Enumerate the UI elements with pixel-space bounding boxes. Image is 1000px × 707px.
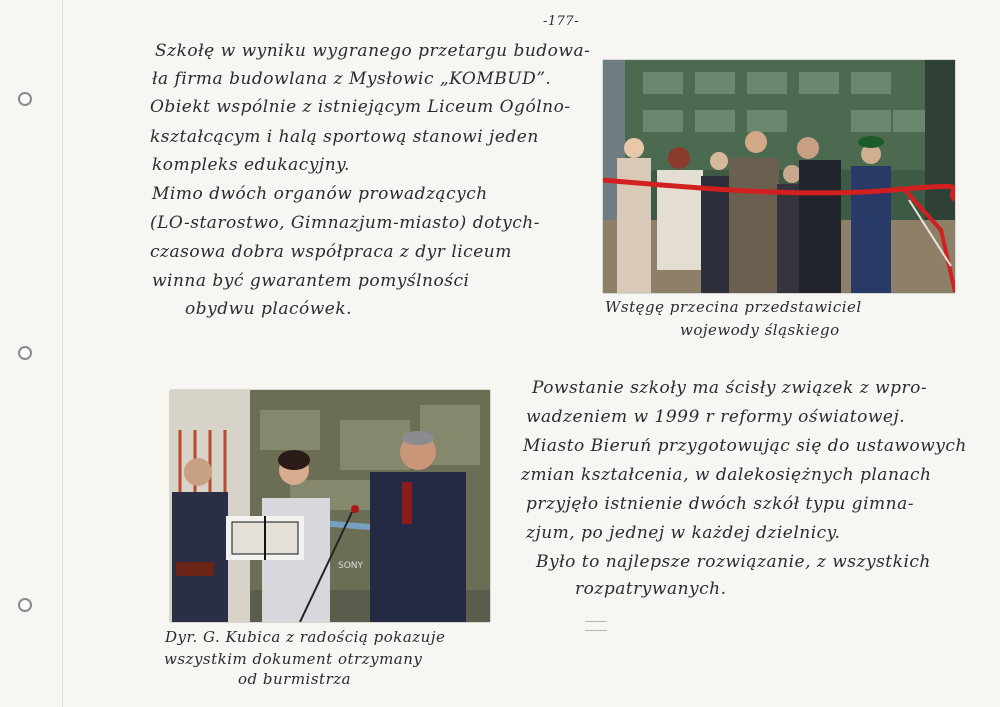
text-line: kształcącym i halą sportową stanowi jeden [150, 127, 539, 147]
caption-document-line: wszystkim dokument otrzymany [164, 650, 423, 668]
page-number: -177- [543, 14, 580, 29]
text-line: obydwu placówek. [185, 299, 353, 319]
caption-ribbon-line: Wstęgę przecina przedstawiciel [605, 298, 862, 316]
caption-document-line: od burmistrza [238, 670, 352, 688]
text-line: wadzeniem w 1999 r reformy oświatowej. [526, 407, 906, 427]
binder-hole [18, 346, 32, 360]
text-line: Mimo dwóch organów prowadzących [152, 184, 488, 204]
caption-document-line: Dyr. G. Kubica z radością pokazuje [165, 628, 446, 646]
text-line: winna być gwarantem pomyślności [152, 271, 470, 291]
text-line: Powstanie szkoły ma ścisły związek z wpro- [532, 378, 928, 398]
text-line: przyjęło istnienie dwóch szkół typu gimna- [526, 494, 914, 514]
text-line: czasowa dobra współpraca z dyr liceum [150, 242, 512, 262]
binder-hole [18, 92, 32, 106]
photo-document-presentation [170, 390, 490, 622]
faint-mark [585, 621, 607, 631]
text-line: Miasto Bieruń przygotowując się do ustawowych [523, 436, 967, 456]
text-line: Było to najlepsze rozwiązanie, z wszystkich [536, 552, 931, 572]
text-line: Szkołę w wyniku wygranego przetargu budowa- [155, 41, 591, 61]
text-line: zmian kształcenia, w dalekosiężnych planach [521, 465, 932, 485]
text-line: ła firma budowlana z Mysłowic „KOMBUD”. [152, 69, 552, 89]
text-line: Obiekt wspólnie z istniejącym Liceum Ogólno- [150, 97, 571, 117]
text-line: (LO-starostwo, Gimnazjum-miasto) dotych- [150, 213, 540, 233]
margin-line [62, 0, 63, 707]
text-line: kompleks edukacyjny. [152, 155, 350, 175]
binder-hole [18, 598, 32, 612]
text-line: rozpatrywanych. [575, 579, 727, 599]
sony-sign: SONY [338, 561, 364, 571]
photo-ribbon-cutting [603, 60, 955, 293]
caption-ribbon-line: wojewody śląskiego [680, 321, 840, 339]
text-line: zjum, po jednej w każdej dzielnicy. [526, 523, 841, 543]
